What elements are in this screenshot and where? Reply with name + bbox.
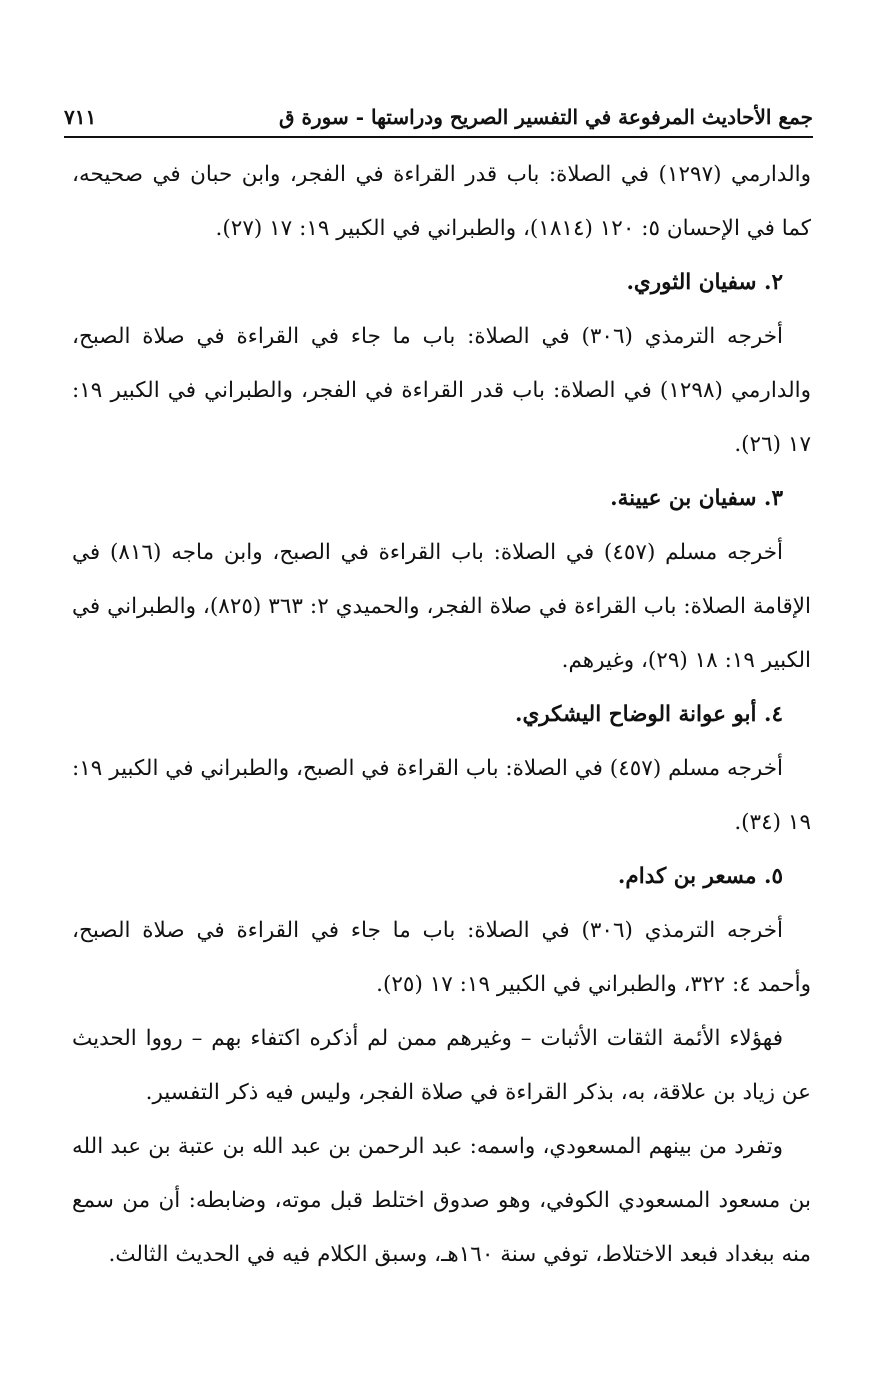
narrator-heading-3: ٣. سفيان بن عيينة. [610, 486, 783, 511]
header-title: جمع الأحاديث المرفوعة في التفسير الصريح ودراستها - سورة ق [279, 105, 813, 129]
running-header [64, 100, 813, 138]
paragraph-narrator-3: أخرجه مسلم (٤٥٧) في الصلاة: باب القراءة في الصبح، وابن ماجه (٨١٦) في الإقامة الصلاة: باب القراءة في صلاة الفجر، والحميدي ٢: ٣٦٣ (٨٢٥)، والطبراني في الكبير ١٩: ١٨ (٢٩)، وغيرهم. [72, 540, 812, 673]
paragraph-summary: فهؤلاء الأئمة الثقات الأثبات – وغيرهم ممن لم أذكره اكتفاء بهم – رووا الحديث عن زياد بن علاقة، به، بذكر القراءة في صلاة الفجر، وليس فيه ذكر التفسير. [72, 1026, 811, 1105]
paragraph-narrator-4: أخرجه مسلم (٤٥٧) في الصلاة: باب القراءة في الصبح، والطبراني في الكبير ١٩: ١٩ (٣٤). [72, 756, 811, 835]
narrator-heading-4: ٤. أبو عوانة الوضاح اليشكري. [514, 702, 783, 727]
paragraph-darimi-continuation: والدارمي (١٢٩٧) في الصلاة: باب قدر القراءة في الفجر، وابن حبان في صحيحه، كما في الإحسان ٥: ١٢٠ (١٨١٤)، والطبراني في الكبير ١٩: ١٧ (٢٧). [72, 162, 811, 241]
paragraph-narrator-5: أخرجه الترمذي (٣٠٦) في الصلاة: باب ما جاء في القراءة في صلاة الصبح، وأحمد ٤: ٣٢٢، والطبراني في الكبير ١٩: ١٧ (٢٥). [72, 918, 811, 997]
narrator-heading-5: ٥. مسعر بن كدام. [617, 864, 783, 889]
page-body [72, 148, 811, 1282]
paragraph-masudi: وتفرد من بينهم المسعودي، واسمه: عبد الرحمن بن عبد الله بن عتبة بن عبد الله بن مسعود المسعودي الكوفي، وهو صدوق اختلط قبل موته، وضابطه: أن من سمع منه ببغداد فبعد الاختلاط، توفي سنة ١٦٠هـ، وسبق الكلام فيه في الحديث الثالث. [72, 1134, 811, 1267]
paragraph-narrator-2: أخرجه الترمذي (٣٠٦) في الصلاة: باب ما جاء في القراءة في صلاة الصبح، والدارمي (١٢٩٨) في الصلاة: باب قدر القراءة في الفجر، والطبراني في الكبير ١٩: ١٧ (٢٦). [72, 324, 811, 457]
narrator-heading-2: ٢. سفيان الثوري. [626, 270, 783, 295]
page-number: ٧١١ [64, 105, 97, 129]
